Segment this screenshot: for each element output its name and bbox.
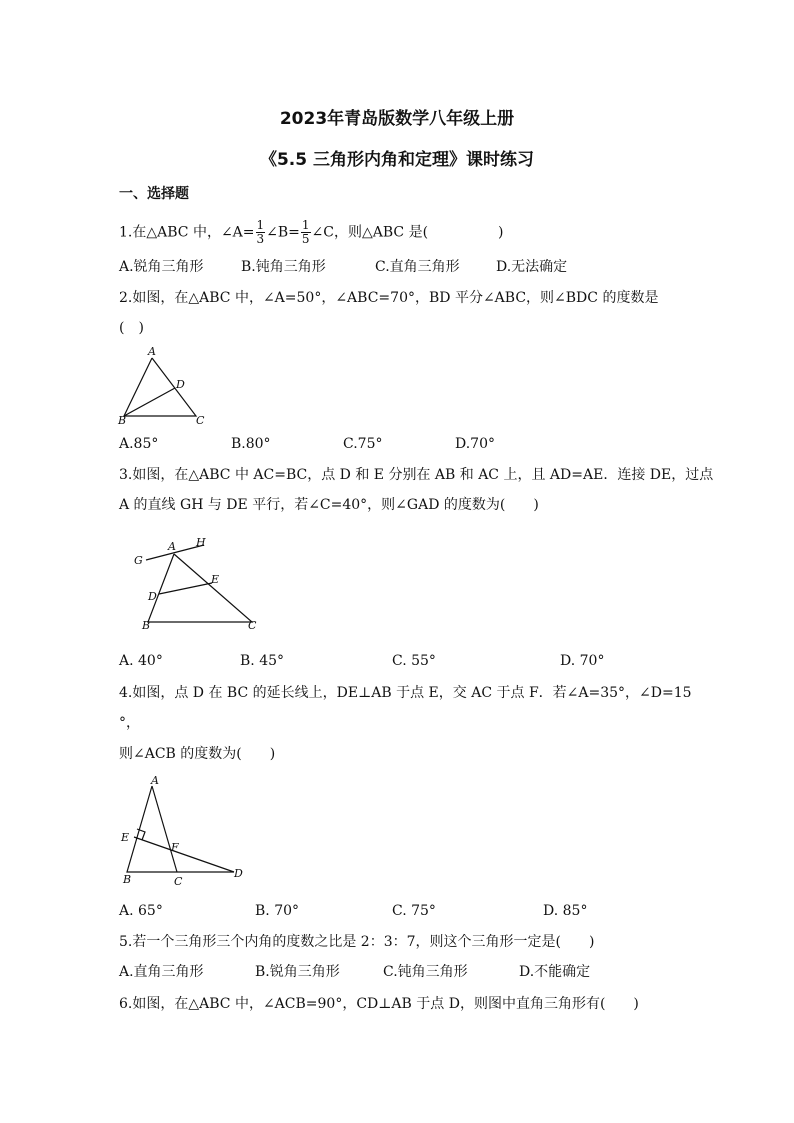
q1-fraction-2 (301, 219, 311, 246)
q3-label-c: C (248, 619, 257, 632)
document-subtitle: 《5.5 三角形内角和定理》课时练习 (259, 150, 535, 170)
q2-option-a: A.85° (119, 436, 159, 452)
q3-stem-line1: 3.如图，在△ABC 中 AC=BC，点 D 和 E 分别在 AB 和 AC 上，且 AD=AE．连接 DE，过点 (119, 467, 714, 483)
q4-option-b: B. 70° (255, 903, 300, 919)
q6-stem-line1: 6.如图，在△ABC 中，∠ACB=90°，CD⊥AB 于点 D，则图中直角三角形有( ) (119, 996, 639, 1012)
q2-label-b: B (118, 414, 127, 427)
q5-stem-line1: 5.若一个三角形三个内角的度数之比是 2：3：7，则这个三角形一定是( ) (119, 934, 595, 950)
q4-sides-ab-bd (127, 786, 234, 872)
q4-segment-ed (134, 837, 234, 872)
section-heading: 一、选择题 (119, 186, 189, 202)
q1-option-b: B.钝角三角形 (241, 259, 326, 275)
q3-option-a: A. 40° (119, 653, 163, 669)
q4-segment-ac (152, 786, 177, 872)
q3-triangle-abc (148, 554, 252, 622)
q3-label-a: A (168, 540, 176, 553)
q1-option-d: D.无法确定 (496, 259, 568, 275)
q4-option-c: C. 75° (392, 903, 436, 919)
q4-stem-line3: 则∠ACB 的度数为( ) (119, 746, 276, 762)
q1-fraction-2-numerator: 1 (301, 218, 310, 232)
q1-stem-post: ∠C，则△ABC 是( ) (311, 224, 504, 241)
q4-stem-line2: °， (119, 715, 140, 731)
q1-fraction-1-denominator: 3 (256, 232, 265, 246)
q5-option-c: C.钝角三角形 (383, 964, 468, 980)
q3-figure (128, 534, 268, 632)
document-title: 2023年青岛版数学八年级上册 (279, 109, 515, 129)
q5-option-a: A.直角三角形 (119, 964, 204, 980)
q1-fraction-2-denominator: 5 (301, 232, 310, 246)
q4-label-c: C (174, 875, 183, 888)
q1-stem-mid: ∠B= (266, 224, 300, 241)
q3-label-b: B (142, 619, 151, 632)
q2-stem-line2: ( ) (119, 320, 144, 336)
q4-label-e: E (121, 831, 130, 844)
q2-option-b: B.80° (231, 436, 271, 452)
q4-option-a: A. 65° (119, 903, 163, 919)
q1-stem (119, 219, 504, 246)
q2-segment-bd (124, 388, 175, 416)
q1-option-a: A.锐角三角形 (119, 259, 204, 275)
q3-option-b: B. 45° (240, 653, 285, 669)
q2-label-a: A (148, 345, 156, 358)
q2-triangle-abc (124, 358, 196, 416)
q3-label-d: D (148, 590, 157, 603)
q2-option-d: D.70° (455, 436, 495, 452)
q1-stem-pre: 1.在△ABC 中，∠A= (119, 224, 255, 241)
q3-option-c: C. 55° (392, 653, 436, 669)
q2-label-d: D (176, 378, 185, 391)
q4-figure (116, 774, 250, 889)
q3-label-e: E (211, 573, 220, 586)
q3-option-d: D. 70° (560, 653, 605, 669)
q3-segment-de (159, 583, 212, 594)
q1-option-c: C.直角三角形 (375, 259, 460, 275)
q5-option-b: B.锐角三角形 (255, 964, 340, 980)
q3-label-h: H (196, 536, 206, 549)
q5-option-d: D.不能确定 (519, 964, 591, 980)
q3-label-g: G (134, 554, 143, 567)
q4-label-a: A (151, 774, 159, 787)
q4-option-d: D. 85° (543, 903, 588, 919)
q4-label-d: D (234, 867, 243, 880)
q4-label-b: B (123, 873, 132, 886)
q3-stem-line2: A 的直线 GH 与 DE 平行，若∠C=40°，则∠GAD 的度数为( ) (119, 497, 539, 513)
q2-option-c: C.75° (343, 436, 383, 452)
q1-fraction-1 (256, 219, 266, 246)
q2-stem-line1: 2.如图，在△ABC 中，∠A=50°，∠ABC=70°，BD 平分∠ABC，则∠BDC 的度数是 (119, 290, 659, 306)
q2-label-c: C (196, 414, 205, 427)
q1-fraction-1-numerator: 1 (256, 218, 265, 232)
q4-label-f: F (171, 841, 179, 854)
q4-stem-line1: 4.如图，点 D 在 BC 的延长线上，DE⊥AB 于点 E，交 AC 于点 F．若∠A=35°，∠D=15 (119, 685, 692, 701)
q2-figure (116, 344, 216, 430)
